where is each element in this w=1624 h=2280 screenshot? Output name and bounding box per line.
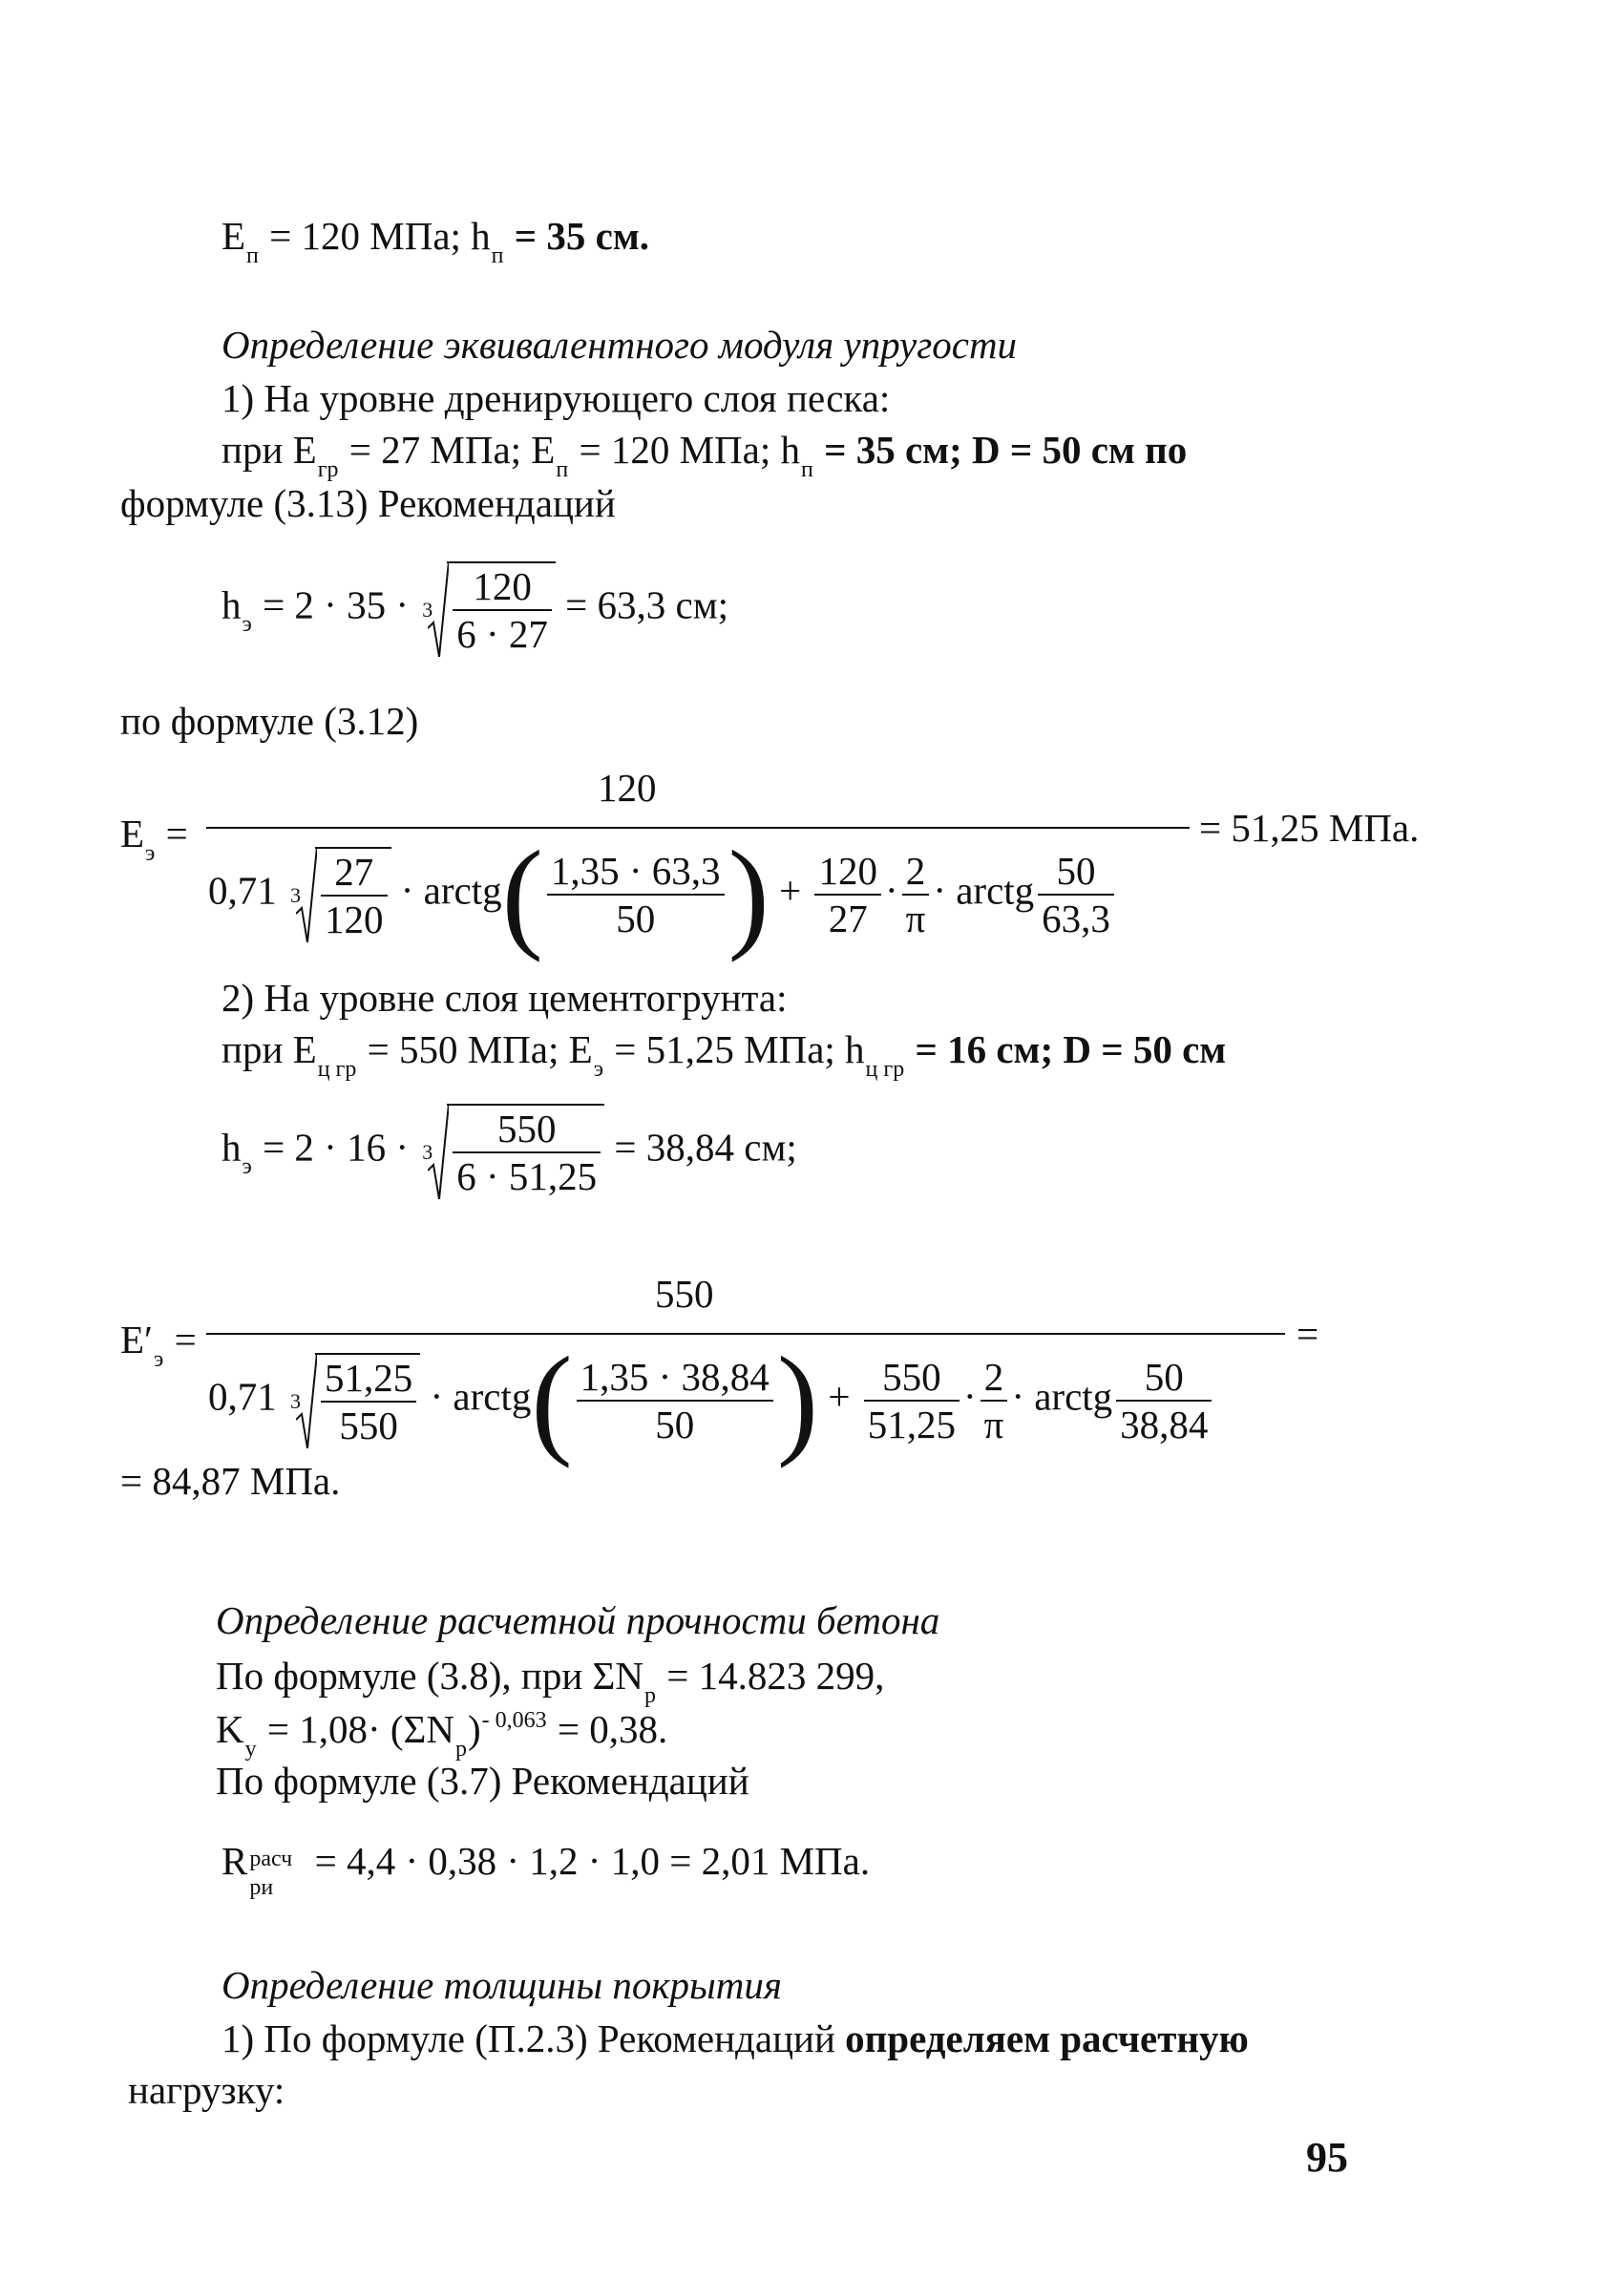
fraction: $\frac{120}{6 \cdot 27}$: [453, 563, 552, 657]
cube-root: 3 $\frac{27}{120}$: [286, 847, 391, 942]
condition-line-2: при $E_{ц гр} = 550$ МПа; $E_э = 51,25$ МПа; $h_{ц гр} = 16$ см; D = 50 см: [221, 1027, 1227, 1082]
formula-design-strength: R расч ри = 4,4 · 0,38 · 1,2 · 1,0 = 2,01 МПа.: [221, 1839, 871, 1900]
formula-equivalent-thickness-1: $h_э = 2 \cdot 35$ · 3 $\frac{120}{6 \cdot 27}$ = 63,3 см;: [221, 561, 728, 657]
cube-root: 3 $\frac{120}{6 \cdot 27}$: [418, 561, 556, 657]
radical-sign-icon: [428, 1104, 449, 1199]
formula-equivalent-modulus-2: $E'_э$ = 550 = 0,71 3 $\frac{51,25}{550}$ · arctg( $\frac{1,35 \cdot 38,84}{50}$ ) + $\frac{550}{51,25}$ · $\frac{2}{\pi}$ · arctg $\frac{50}{38,84}$ = 84,87 МПа.: [120, 1272, 1319, 1503]
section-heading-strength: Определение расчетной прочности бетона: [216, 1598, 940, 1642]
section-heading-thickness: Определение толщины покрытия: [221, 1963, 782, 2007]
formula-38-line: По формуле (3.8), при $\Sigma N_р = 14.823$ 299,: [216, 1654, 885, 1708]
section-heading-modulus: Определение эквивалентного модуля упругости: [221, 323, 1018, 367]
given-values-line: $E_п = 120$ МПа; $h_п = 35$ см.: [221, 214, 650, 268]
formula-equivalent-modulus-1: $E_э$ = 120 = 51,25 МПа. 0,71 3 $\frac{27}{120}$ · arctg( $\frac{1,35 \cdot 63,3}{50}$ ) + $\frac{120}{27}$ · $\frac{2}{\pi}$ · arctg $\frac{50}{63,3}$: [120, 766, 1420, 963]
formula-p23-line: 1) По формуле (П.2.3) Рекомендаций определяем расчетную: [221, 2016, 1249, 2060]
load-word: нагрузку:: [128, 2068, 285, 2112]
radical-sign-icon: [428, 561, 449, 657]
page-number: 95: [1306, 2134, 1348, 2181]
by-formula-312: по формуле (3.12): [120, 699, 419, 743]
condition-line-1: при $E_{гр} = 27$ МПа; $E_п = 120$ МПа; $h_п = 35$ см; D = 50 см по: [221, 428, 1188, 482]
radical-sign-icon: [296, 1353, 317, 1448]
formula-37-line: По формуле (3.7) Рекомендаций: [216, 1759, 749, 1803]
item-cement-soil-layer: 2) На уровне слоя цементогрунта:: [221, 976, 788, 1020]
formula-equivalent-thickness-2: $h_э = 2 \cdot 16$ · 3 $\frac{550}{6 \cdot 51,25}$ = 38,84 см;: [221, 1104, 797, 1199]
cube-root: 3 $\frac{550}{6 \cdot 51,25}$: [418, 1104, 604, 1199]
condition-line-1-cont: формуле (3.13) Рекомендаций: [120, 481, 616, 525]
cube-root: 3 $\frac{51,25}{550}$: [286, 1353, 420, 1448]
radical-sign-icon: [296, 847, 317, 942]
item-sand-layer: 1) На уровне дренирующего слоя песка:: [221, 376, 891, 420]
ky-line: $K_у = 1,08\cdot (\Sigma N_р)^{- 0,063} = 0,38$.: [216, 1707, 668, 1762]
